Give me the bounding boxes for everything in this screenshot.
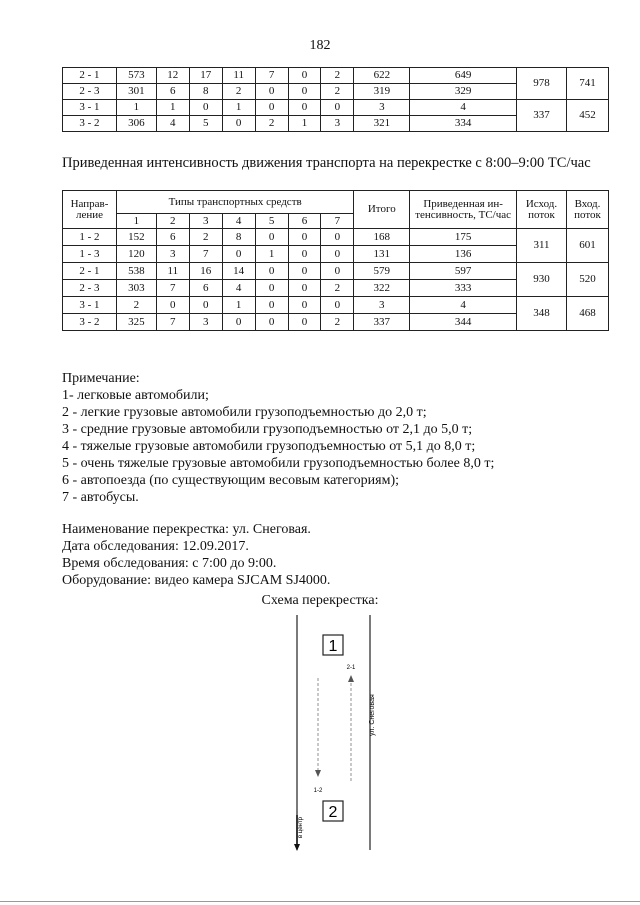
note-line: 4 - тяжелые грузовые автомобили грузоподъемностью от 5,1 до 8,0 т;	[62, 439, 476, 454]
direction-cell: 2 - 3	[63, 84, 117, 100]
vehicle-count-cell: 5	[189, 116, 222, 132]
vehicle-count-cell: 7	[189, 246, 222, 263]
vehicle-count-cell: 8	[222, 229, 255, 246]
arrow-1-2-icon	[315, 770, 321, 777]
vehicle-count-cell: 325	[116, 314, 156, 331]
camera-point-2-label: 2	[328, 804, 338, 821]
scheme-title: Схема перекрестка:	[261, 593, 379, 608]
camera-point-1-label: 1	[328, 638, 338, 655]
direction-cell: 1 - 3	[63, 246, 117, 263]
vehicle-count-cell: 0	[288, 263, 321, 280]
header-type-number: 3	[189, 214, 222, 229]
table-row	[63, 263, 609, 280]
vehicle-count-cell: 0	[255, 297, 288, 314]
header-vehicle-types: Типы транспортных средств	[116, 191, 353, 214]
bottom-scan-edge	[0, 901, 640, 902]
total-cell: 337	[354, 314, 410, 331]
vehicle-count-cell: 2	[321, 84, 354, 100]
incoming-flow-cell: 452	[566, 100, 608, 132]
vehicle-count-cell: 0	[222, 116, 255, 132]
outgoing-flow-cell: 930	[517, 263, 567, 297]
vehicle-count-cell: 0	[321, 263, 354, 280]
total-cell: 579	[354, 263, 410, 280]
vehicle-count-cell: 6	[189, 280, 222, 297]
vehicle-count-cell: 1	[288, 116, 321, 132]
traffic-table-8-9	[62, 190, 609, 331]
traffic-table-8-9-body	[63, 229, 609, 331]
vehicle-count-cell: 17	[189, 68, 222, 84]
vehicle-count-cell: 1	[156, 100, 189, 116]
vehicle-count-cell: 6	[156, 84, 189, 100]
reduced-intensity-cell: 344	[410, 314, 517, 331]
total-cell: 322	[354, 280, 410, 297]
total-cell: 321	[354, 116, 410, 132]
header-type-number: 1	[116, 214, 156, 229]
vehicle-count-cell: 1	[255, 246, 288, 263]
header-type-number: 6	[288, 214, 321, 229]
vehicle-count-cell: 11	[156, 263, 189, 280]
vehicle-count-cell: 0	[189, 100, 222, 116]
vehicle-count-cell: 0	[222, 246, 255, 263]
total-cell: 622	[354, 68, 410, 84]
vehicle-count-cell: 0	[288, 84, 321, 100]
header-total: Итого	[354, 191, 410, 229]
reduced-intensity-cell: 597	[410, 263, 517, 280]
vehicle-count-cell: 0	[288, 297, 321, 314]
vehicle-count-cell: 573	[116, 68, 156, 84]
traffic-table-7-8	[62, 67, 609, 132]
arrow-2-1-icon	[348, 675, 354, 682]
vehicle-count-cell: 0	[255, 314, 288, 331]
reduced-intensity-cell: 333	[410, 280, 517, 297]
table-row	[63, 297, 609, 314]
vehicle-count-cell: 0	[255, 280, 288, 297]
vehicle-count-cell: 6	[156, 229, 189, 246]
vehicle-count-cell: 0	[255, 263, 288, 280]
direction-cell: 2 - 3	[63, 280, 117, 297]
note-line: 1- легковые автомобили;	[62, 388, 209, 403]
vehicle-count-cell: 12	[156, 68, 189, 84]
header-outgoing-flow: Исход. поток	[517, 191, 567, 229]
vehicle-count-cell: 16	[189, 263, 222, 280]
to-center-label: в центр	[298, 817, 304, 838]
outgoing-flow-cell: 348	[517, 297, 567, 331]
traffic-table-7-8-body	[63, 68, 609, 132]
vehicle-count-cell: 2	[222, 84, 255, 100]
reduced-intensity-cell: 175	[410, 229, 517, 246]
vehicle-count-cell: 0	[222, 314, 255, 331]
vehicle-count-cell: 0	[189, 297, 222, 314]
notes-heading: Примечание:	[62, 371, 140, 386]
vehicle-count-cell: 0	[288, 100, 321, 116]
survey-equipment: Оборудование: видео камера SJCAM SJ4000.	[62, 573, 331, 588]
direction-cell: 3 - 1	[63, 100, 117, 116]
total-cell: 168	[354, 229, 410, 246]
table-row	[63, 100, 609, 116]
direction-cell: 2 - 1	[63, 263, 117, 280]
incoming-flow-cell: 601	[566, 229, 608, 263]
direction-cell: 3 - 2	[63, 314, 117, 331]
header-direction: Направ-ление	[63, 191, 117, 229]
table-row	[63, 229, 609, 246]
vehicle-count-cell: 4	[156, 116, 189, 132]
vehicle-count-cell: 2	[321, 314, 354, 331]
total-cell: 3	[354, 100, 410, 116]
direction-cell: 1 - 2	[63, 229, 117, 246]
reduced-intensity-cell: 4	[410, 100, 517, 116]
street-name-label: ул. Снеговая	[369, 694, 376, 736]
notes-block	[62, 370, 494, 506]
vehicle-count-cell: 3	[321, 116, 354, 132]
incoming-flow-cell: 741	[566, 68, 608, 100]
to-center-arrow-icon	[294, 844, 300, 851]
outgoing-flow-cell: 311	[517, 229, 567, 263]
header-type-number: 7	[321, 214, 354, 229]
vehicle-count-cell: 306	[116, 116, 156, 132]
vehicle-count-cell: 2	[255, 116, 288, 132]
vehicle-count-cell: 7	[156, 280, 189, 297]
table-caption: Приведенная интенсивность движения транспорта на перекрестке с 8:00–9:00 ТС/час	[62, 155, 591, 171]
vehicle-count-cell: 0	[288, 314, 321, 331]
vehicle-count-cell: 0	[321, 100, 354, 116]
vehicle-count-cell: 538	[116, 263, 156, 280]
vehicle-count-cell: 120	[116, 246, 156, 263]
vehicle-count-cell: 14	[222, 263, 255, 280]
vehicle-count-cell: 2	[189, 229, 222, 246]
vehicle-count-cell: 2	[321, 280, 354, 297]
note-line: 3 - средние грузовые автомобили грузоподъемностью от 2,1 до 5,0 т;	[62, 422, 473, 437]
reduced-intensity-cell: 4	[410, 297, 517, 314]
vehicle-count-cell: 1	[222, 100, 255, 116]
survey-time: Время обследования: с 7:00 до 9:00.	[62, 556, 277, 571]
survey-date: Дата обследования: 12.09.2017.	[62, 539, 249, 554]
note-line: 2 - легкие грузовые автомобили грузоподъемностью до 2,0 т;	[62, 405, 427, 420]
vehicle-count-cell: 8	[189, 84, 222, 100]
reduced-intensity-cell: 649	[410, 68, 517, 84]
reduced-intensity-cell: 334	[410, 116, 517, 132]
top-scan-edge	[0, 0, 640, 4]
vehicle-count-cell: 1	[116, 100, 156, 116]
vehicle-count-cell: 0	[255, 100, 288, 116]
note-line: 6 - автопоезда (по существующим весовым категориям);	[62, 473, 400, 488]
total-cell: 3	[354, 297, 410, 314]
vehicle-count-cell: 301	[116, 84, 156, 100]
vehicle-count-cell: 0	[321, 229, 354, 246]
reduced-intensity-cell: 329	[410, 84, 517, 100]
vehicle-count-cell: 7	[156, 314, 189, 331]
vehicle-count-cell: 1	[222, 297, 255, 314]
outgoing-flow-cell: 978	[517, 68, 567, 100]
vehicle-count-cell: 0	[288, 229, 321, 246]
vehicle-count-cell: 0	[288, 246, 321, 263]
vehicle-count-cell: 3	[189, 314, 222, 331]
incoming-flow-cell: 468	[566, 297, 608, 331]
vehicle-count-cell: 0	[255, 229, 288, 246]
direction-cell: 2 - 1	[63, 68, 117, 84]
vehicle-count-cell: 0	[321, 297, 354, 314]
vehicle-count-cell: 7	[255, 68, 288, 84]
table-row	[63, 68, 609, 84]
vehicle-count-cell: 2	[116, 297, 156, 314]
outgoing-flow-cell: 337	[517, 100, 567, 132]
vehicle-count-cell: 0	[156, 297, 189, 314]
reduced-intensity-cell: 136	[410, 246, 517, 263]
vehicle-count-cell: 0	[288, 280, 321, 297]
note-line: 5 - очень тяжелые грузовые автомобили грузоподъемностью более 8,0 т;	[62, 456, 495, 471]
vehicle-count-cell: 0	[255, 84, 288, 100]
total-cell: 131	[354, 246, 410, 263]
vehicle-count-cell: 2	[321, 68, 354, 84]
vehicle-count-cell: 303	[116, 280, 156, 297]
header-type-number: 4	[222, 214, 255, 229]
direction-1-2-label: 1-2	[313, 788, 323, 794]
vehicle-count-cell: 3	[156, 246, 189, 263]
header-type-number: 5	[255, 214, 288, 229]
vehicle-count-cell: 11	[222, 68, 255, 84]
direction-cell: 3 - 1	[63, 297, 117, 314]
intersection-name: Наименование перекрестка: ул. Снеговая.	[62, 522, 311, 537]
direction-cell: 3 - 2	[63, 116, 117, 132]
header-reduced-intensity: Приведенная ин-тенсивность, ТС/час	[410, 191, 517, 229]
incoming-flow-cell: 520	[566, 263, 608, 297]
header-incoming-flow: Вход. поток	[566, 191, 608, 229]
intersection-scheme	[280, 610, 400, 860]
header-type-number: 2	[156, 214, 189, 229]
note-line: 7 - автобусы.	[62, 490, 139, 505]
direction-2-1-label: 2-1	[346, 665, 356, 671]
survey-info-block	[62, 521, 330, 589]
vehicle-count-cell: 0	[321, 246, 354, 263]
page-number: 182	[309, 38, 331, 53]
vehicle-count-cell: 0	[288, 68, 321, 84]
vehicle-count-cell: 4	[222, 280, 255, 297]
vehicle-count-cell: 152	[116, 229, 156, 246]
total-cell: 319	[354, 84, 410, 100]
